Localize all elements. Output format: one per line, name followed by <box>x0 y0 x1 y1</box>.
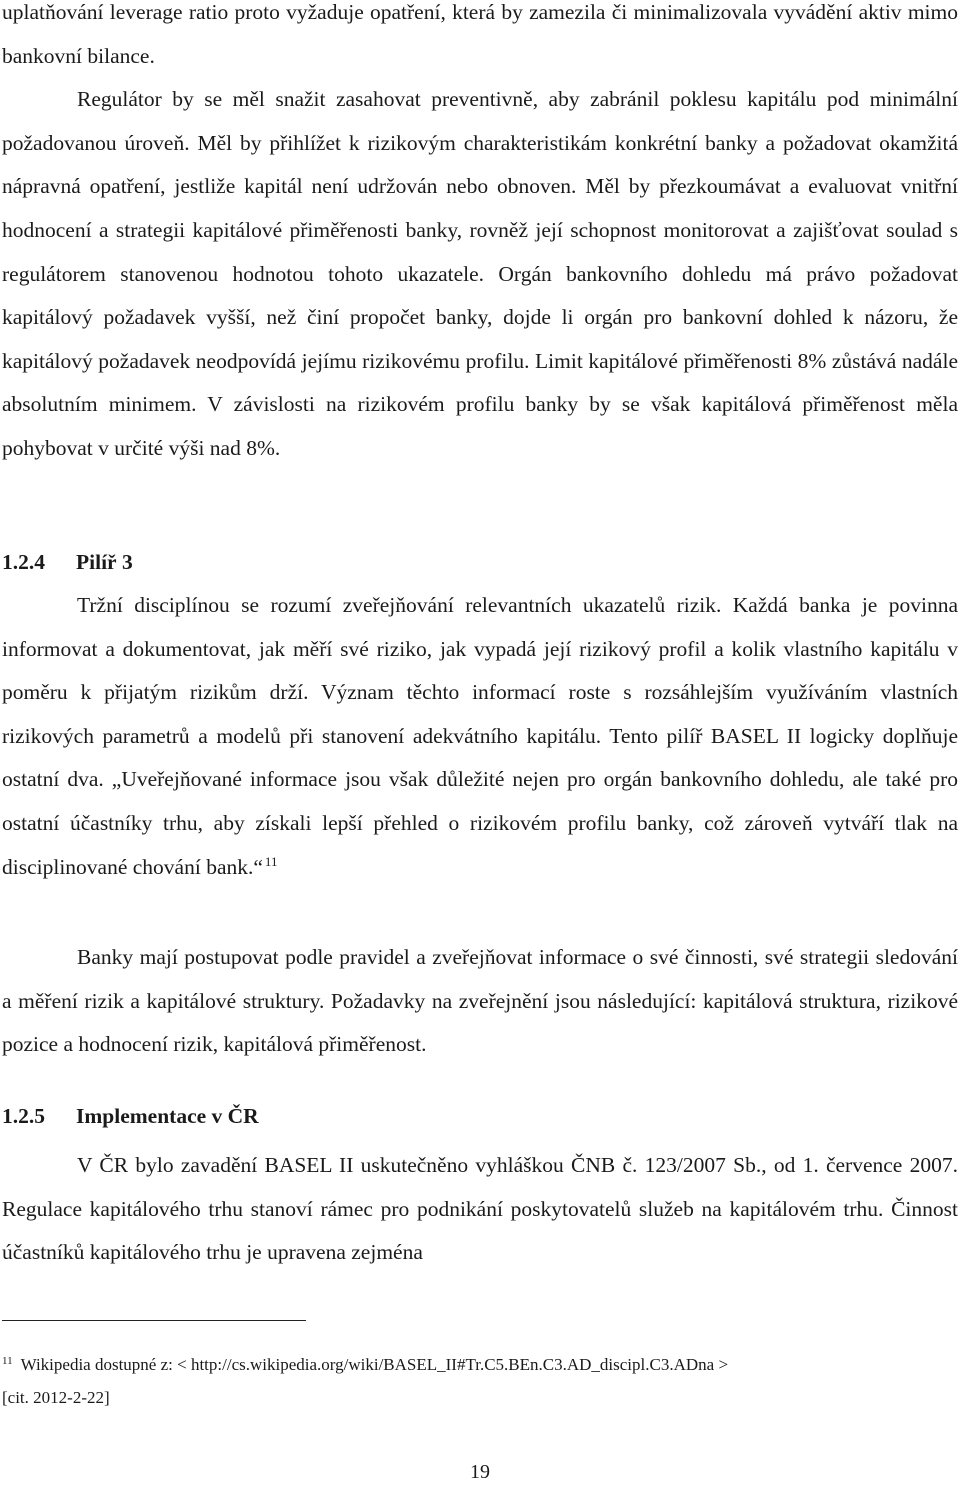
footnote-separator <box>2 1320 306 1321</box>
paragraph-market-discipline <box>2 584 958 889</box>
footnote <box>2 1348 942 1414</box>
paragraph-text: Banky mají postupovat podle pravidel a zveřejňovat informace o své činnosti, své strategii sledování a měření rizik a kapitálové struktury. Požadavky na zveřejnění jsou následující: kapitálová struktura, rizikové pozice a hodnocení rizik, kapitálová přiměřenost. <box>2 945 958 1057</box>
section-heading-implementace <box>2 1102 259 1130</box>
footnote-citation: [cit. 2012-2-22] <box>2 1388 110 1407</box>
section-number: 1.2.5 <box>2 1104 45 1128</box>
footnote-reference[interactable]: 11 <box>264 853 278 869</box>
paragraph-main-text: Regulátor by se měl snažit zasahovat preventivně, aby zabránil poklesu kapitálu pod minimální požadovanou úroveň. Měl by přihlížet k rizikovým charakteristikám konkrétní banky a požadovat okamžitá nápravná opatření, jestliže kapitál není udržován nebo obnoven. Měl by přezkoumávat a evaluovat vnitřní hodnocení a strategii kapitálové přiměřenosti banky, rovněž její schopnost monitorovat a zajišťovat soulad s regulátorem stanovenou hodnotou tohoto ukazatele. Orgán bankovního dohledu má právo požadovat kapitálový požadavek vyšší, než činí propočet banky, dojde li orgán pro bankovní dohled k názoru, že kapitálový požadavek neodpovídá jejímu rizikovému profilu. Limit kapitálové přiměřenosti 8% zůstává nadále absolutním minimem. V závislosti na rizikovém profilu banky by se však kapitálová přiměřenost měla pohybovat v určité výši nad 8%. <box>2 87 958 460</box>
paragraph-regulator <box>2 0 958 471</box>
paragraph-lead-text: uplatňování leverage ratio proto vyžaduje opatření, která by zamezila či minimalizovala vyvádění aktiv mimo bankovní bilance. <box>2 0 958 68</box>
page-number: 19 <box>470 1461 490 1483</box>
footnote-text[interactable]: Wikipedia dostupné z: < http://cs.wikipedia.org/wiki/BASEL_II#Tr.C5.BEn.C3.AD_discipl.C3.ADna > <box>20 1355 729 1374</box>
paragraph-implementation-cr <box>2 1144 958 1275</box>
paragraph-text: V ČR bylo zavadění BASEL II uskutečněno vyhláškou ČNB č. 123/2007 Sb., od 1. července 2007. Regulace kapitálového trhu stanoví rámec pro podnikání poskytovatelů služeb na kapitálovém trhu. Činnost účastníků kapitálového trhu je upravena zejména <box>2 1153 958 1265</box>
section-title: Pilíř 3 <box>76 550 133 574</box>
section-number: 1.2.4 <box>2 550 45 574</box>
paragraph-disclosure-requirements <box>2 936 958 1067</box>
section-title: Implementace v ČR <box>76 1104 259 1128</box>
paragraph-text: Tržní disciplínou se rozumí zveřejňování relevantních ukazatelů rizik. Každá banka je povinna informovat a dokumentovat, jak měří své riziko, jak vypadá její rizikový profil a kolik vlastního kapitálu v poměru k přijatým rizikům drží. Význam těchto informací roste s rozsáhlejším využíváním vlastních rizikových parametrů a modelů při stanovení adekvátního kapitálu. Tento pilíř BASEL II logicky doplňuje ostatní dva. „Uveřejňované informace jsou však důležité nejen pro orgán bankovního dohledu, ale také pro ostatní účastníky trhu, aby získali lepší přehled o rizikovém profilu banky, což zároveň vytváří tlak na disciplinované chování bank.“ <box>2 593 958 879</box>
section-heading-pilir-3 <box>2 548 133 576</box>
footnote-number: 11 <box>2 1355 13 1367</box>
